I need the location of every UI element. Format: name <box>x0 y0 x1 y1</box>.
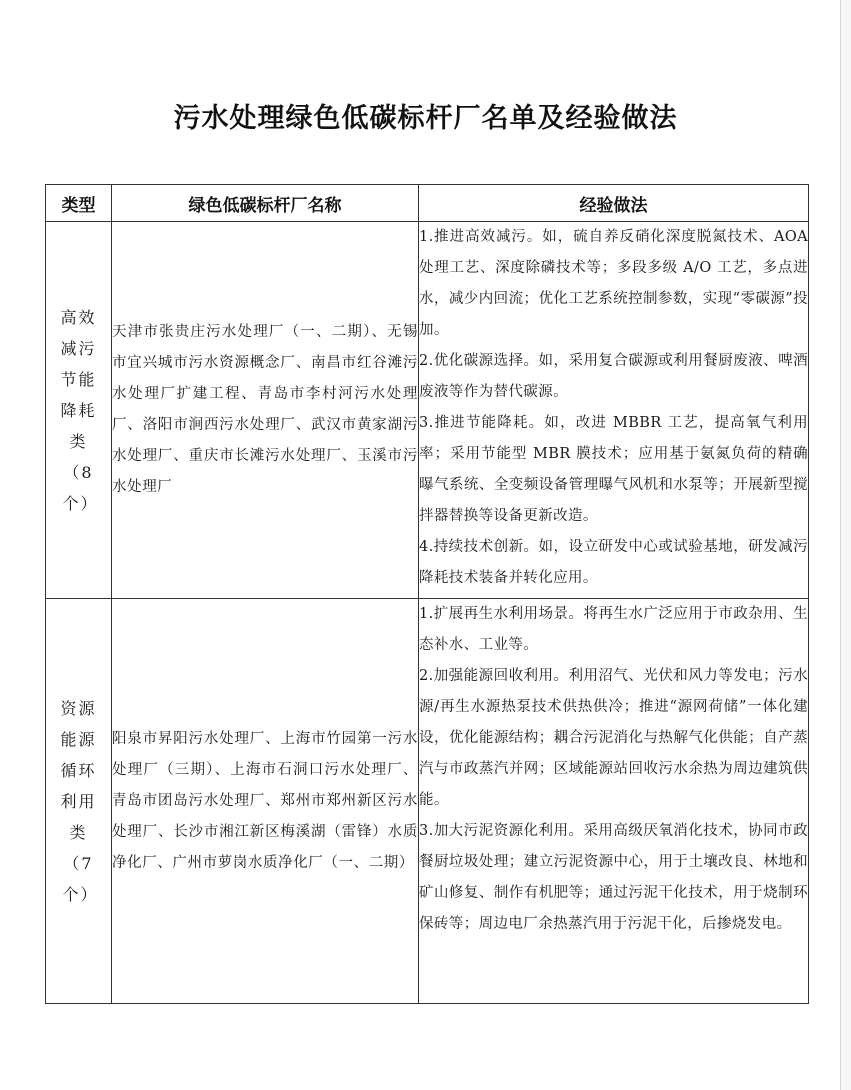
type-cell <box>46 599 112 1004</box>
table-row <box>46 222 809 599</box>
header-plant-name: 绿色低碳标杆厂名称 <box>112 185 419 222</box>
type-count: （7个） <box>62 853 99 904</box>
table-header-row <box>46 185 809 222</box>
practice-item: 4.持续技术创新。如，设立研发中心或试验基地，研发减污降耗技术装备并转化应用。 <box>419 539 808 586</box>
type-count: （8个） <box>62 462 99 513</box>
table-row <box>46 599 809 1004</box>
page-title: 污水处理绿色低碳标杆厂名单及经验做法 <box>173 103 678 134</box>
header-type: 类型 <box>46 185 112 222</box>
experience-cell <box>419 222 809 599</box>
header-experience: 经验做法 <box>419 185 809 222</box>
plant-names-cell: 阳泉市昇阳污水处理厂、上海市竹园第一污水处理厂（三期）、上海市石洞口污水处理厂、青岛市团岛污水处理厂、郑州市郑州新区污水处理厂、长沙市湘江新区梅溪湖（雷锋）水质净化厂、广州市萝岗水质净化厂（一、二期） <box>112 599 419 1004</box>
experience-cell <box>419 599 809 1004</box>
type-cell <box>46 222 112 599</box>
practice-item: 3.推进节能降耗。如，改进 MBBR 工艺，提高氧气利用率；采用节能型 MBR 膜技术；应用基于氨氮负荷的精确曝气系统、全变频设备管理曝气风机和水泵等；开展新型搅拌器替换等设备更新改造。 <box>419 415 808 524</box>
practice-item: 3.加大污泥资源化利用。采用高级厌氧消化技术，协同市政餐厨垃圾处理；建立污泥资源中心，用于土壤改良、林地和矿山修复、制作有机肥等；通过污泥干化技术，用于烧制环保砖等；周边电厂余热蒸汽用于污泥干化，后掺烧发电。 <box>419 823 808 932</box>
page-edge <box>840 0 851 1090</box>
type-label: 高效减污节能降耗类 <box>60 307 97 451</box>
practice-item: 1.扩展再生水利用场景。将再生水广泛应用于市政杂用、生态补水、工业等。 <box>419 606 808 653</box>
practice-item: 1.推进高效减污。如，硫自养反硝化深度脱氮技术、AOA 处理工艺、深度除磷技术等；多段多级 A/O 工艺，多点进水，减少内回流；优化工艺系统控制参数，实现“零碳源”投加。 <box>419 229 808 338</box>
benchmark-plant-table <box>45 184 809 1004</box>
practice-item: 2.加强能源回收利用。利用沼气、光伏和风力等发电；污水源/再生水源热泵技术供热供冷；推进“源网荷储”一体化建设，优化能源结构；耦合污泥消化与热解气化供能；自产蒸汽与市政蒸汽并网；区域能源站回收污水余热为周边建筑供能。 <box>419 668 808 808</box>
type-label: 资源能源循环利用类 <box>60 698 97 842</box>
plant-names-cell: 天津市张贵庄污水处理厂（一、二期）、无锡市宜兴城市污水资源概念厂、南昌市红谷滩污水处理厂扩建工程、青岛市李村河污水处理厂、洛阳市涧西污水处理厂、武汉市黄家湖污水处理厂、重庆市长滩污水处理厂、玉溪市污水处理厂 <box>112 222 419 599</box>
practice-item: 2.优化碳源选择。如，采用复合碳源或利用餐厨废液、啤酒废液等作为替代碳源。 <box>419 353 808 400</box>
